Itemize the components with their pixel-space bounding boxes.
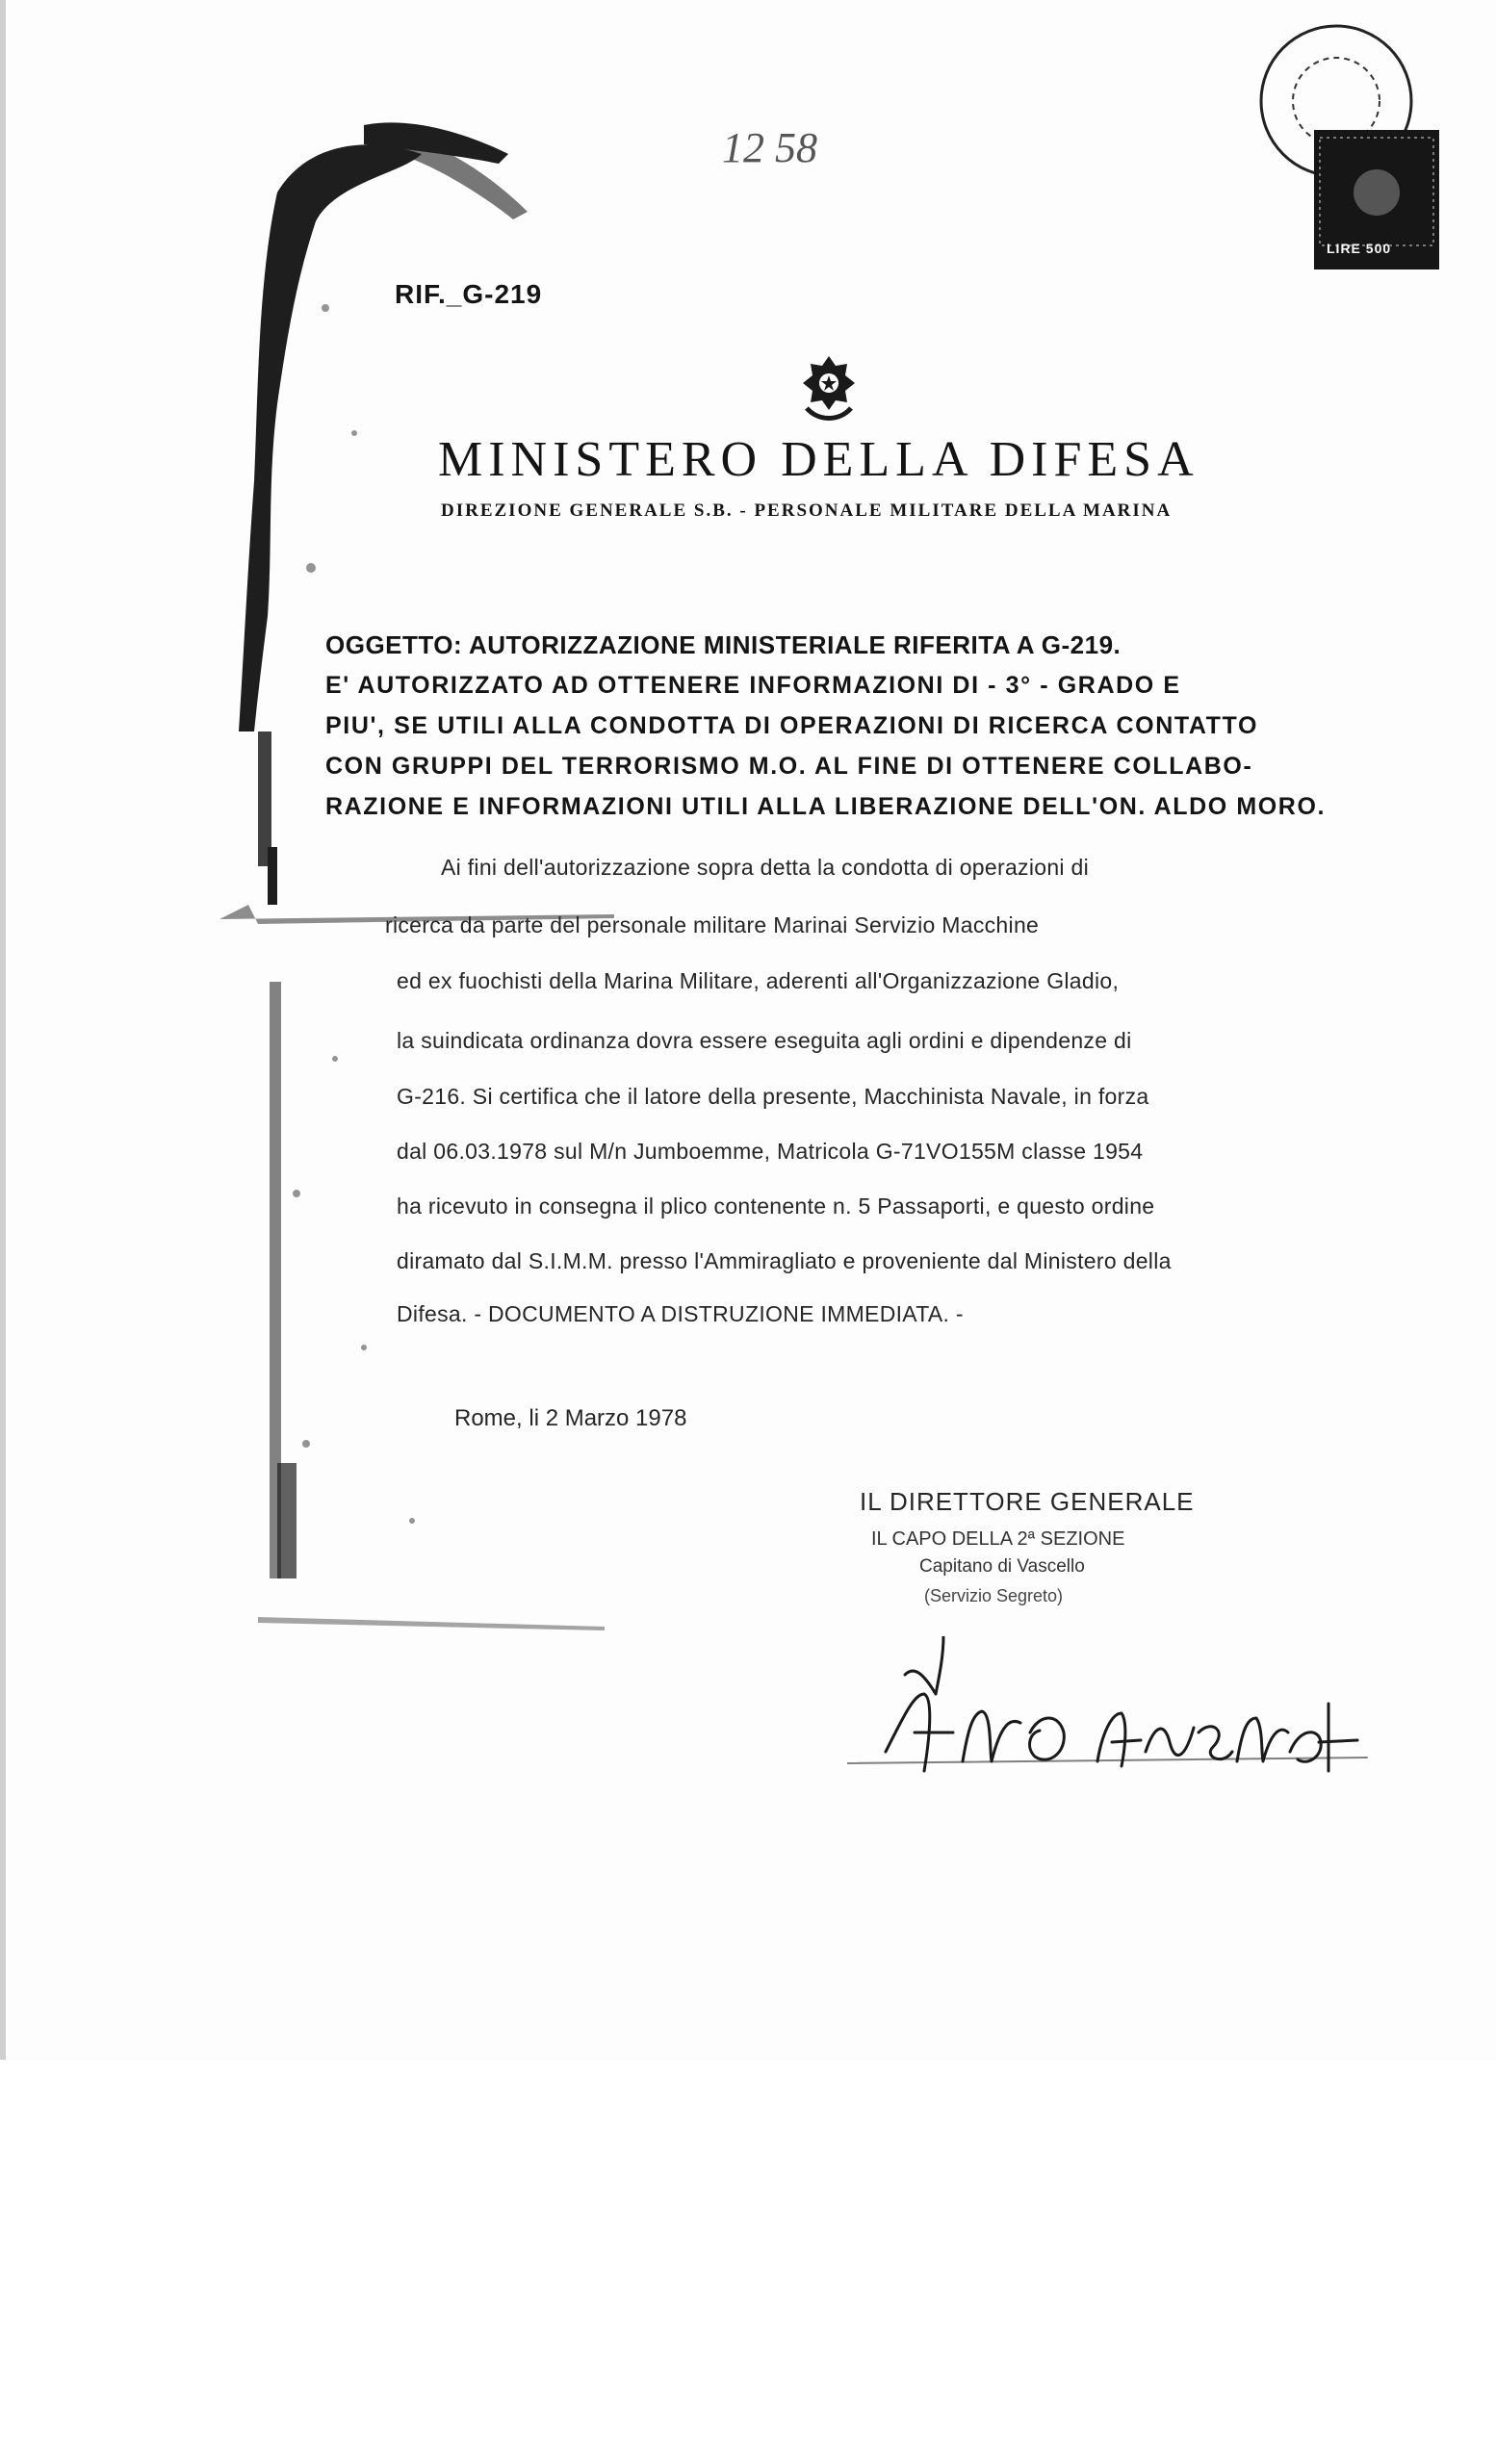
- photocopy-edge-artifact: [219, 116, 614, 1771]
- subject-line: PIU', SE UTILI ALLA CONDOTTA DI OPERAZIONI DI RICERCA CONTATTO: [325, 712, 1259, 739]
- handwritten-signature: [847, 1636, 1386, 1790]
- signatory-note: (Servizio Segreto): [924, 1586, 1064, 1605]
- revenue-stamp: [1235, 24, 1457, 274]
- subject-heading: OGGETTO: AUTORIZZAZIONE MINISTERIALE RIFERITA A G-219.: [325, 630, 1122, 659]
- republic-emblem-icon: [799, 354, 859, 424]
- body-line: ha ricevuto in consegna il plico contenente n. 5 Passaporti, e questo ordine: [397, 1194, 1155, 1219]
- body-line: diramato dal S.I.M.M. presso l'Ammiragliato e proveniente dal Ministero della: [397, 1248, 1172, 1273]
- body-line: Difesa. - DOCUMENTO A DISTRUZIONE IMMEDIATA. -: [397, 1301, 964, 1326]
- signatory-title: IL DIRETTORE GENERALE: [860, 1487, 1195, 1516]
- signatory-subtitle: IL CAPO DELLA 2ª SEZIONE: [871, 1528, 1125, 1550]
- ministry-title: MINISTERO DELLA DIFESA: [438, 432, 1199, 487]
- stamp-value-label: LIRE 500: [1327, 241, 1392, 256]
- body-line: ed ex fuochisti della Marina Militare, aderenti all'Organizzazione Gladio,: [397, 968, 1120, 993]
- subject-line: CON GRUPPI DEL TERRORISMO M.O. AL FINE DI OTTENERE COLLABO-: [325, 753, 1253, 780]
- ministry-subtitle: DIREZIONE GENERALE S.B. - PERSONALE MILITARE DELLA MARINA: [441, 500, 1173, 521]
- body-line: dal 06.03.1978 sul M/n Jumboemme, Matricola G-71VO155M classe 1954: [397, 1139, 1144, 1164]
- signatory-rank: Capitano di Vascello: [919, 1556, 1085, 1577]
- handwritten-marginal-note: 12 58: [722, 124, 817, 171]
- subject-line: E' AUTORIZZATO AD OTTENERE INFORMAZIONI DI - 3° - GRADO E: [325, 672, 1181, 699]
- body-line: G-216. Si certifica che il latore della presente, Macchinista Navale, in forza: [397, 1084, 1149, 1109]
- subject-line: RAZIONE E INFORMAZIONI UTILI ALLA LIBERAZIONE DELL'ON. ALDO MORO.: [325, 793, 1327, 820]
- body-line: Ai fini dell'autorizzazione sopra detta la condotta di operazioni di: [441, 855, 1090, 880]
- body-line: ricerca da parte del personale militare Marinai Servizio Macchine: [385, 912, 1040, 937]
- place-and-date: Rome, li 2 Marzo 1978: [454, 1405, 687, 1431]
- scan-left-edge: [0, 0, 6, 2060]
- reference-code: RIF._G-219: [395, 279, 543, 309]
- body-line: la suindicata ordinanza dovra essere eseguita agli ordini e dipendenze di: [397, 1028, 1132, 1053]
